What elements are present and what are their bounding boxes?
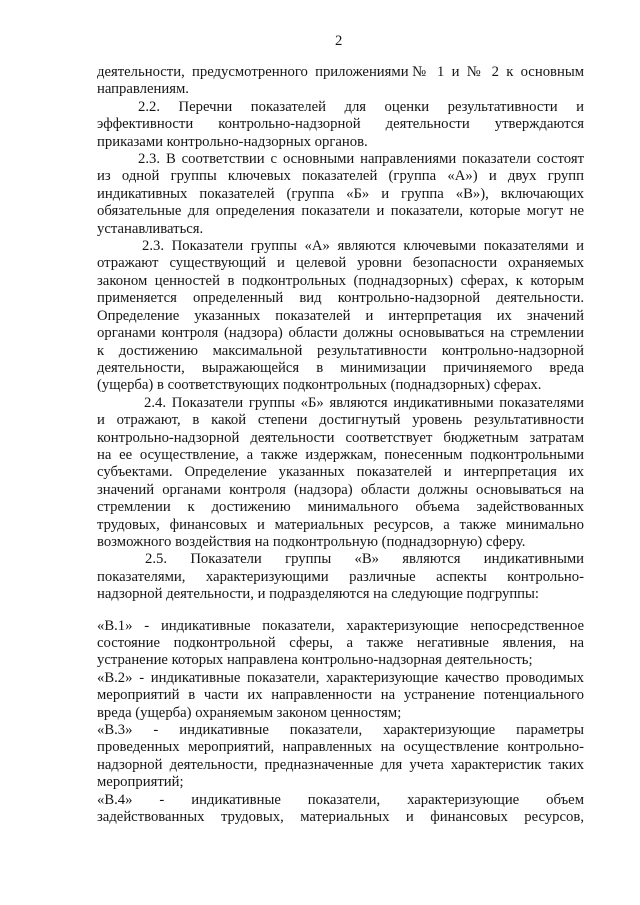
text-line: надзорной деятельности, предназначенные для учета характеристик таких <box>97 756 584 773</box>
subgroup-v4 <box>97 792 584 827</box>
subgroup-v2 <box>97 670 584 722</box>
text-line: эффективности контрольно-надзорной деятельности утверждаются <box>97 116 584 133</box>
text-line: показателями, характеризующими различные аспекты контрольно- <box>97 568 584 585</box>
text-line: на ее осуществление, а также издержкам, понесенным подконтрольными <box>97 446 584 463</box>
body-text <box>97 64 584 826</box>
text-line: мероприятий; <box>97 774 184 791</box>
paragraph-2-5-group-v <box>97 551 584 603</box>
text-line: «В.4» - индикативные показатели, характеризующие объем <box>97 791 584 808</box>
text-line: приказами контрольно-надзорных органов. <box>97 133 368 150</box>
text-line: 2.5. Показатели группы «В» являются индикативными <box>145 551 584 568</box>
text-line: устанавливаться. <box>97 220 204 237</box>
text-line: 2.2. Перечни показателей для оценки результативности и <box>138 98 584 115</box>
text-line: задействованных трудовых, материальных и финансовых ресурсов, <box>97 809 584 826</box>
text-line: индикативных показателей (группа «Б» и группа «В»), включающих <box>97 185 584 202</box>
text-line: 2.3. В соответствии с основными направлениями показатели состоят <box>138 151 584 168</box>
text-line: применяется определенный вид контрольно-надзорной деятельности. <box>97 290 584 307</box>
text-line: контрольно-надзорной деятельности соответствует бюджетным затратам <box>97 429 584 446</box>
text-line: органами контроля (надзора) области должны основываться на стремлении <box>97 325 584 342</box>
text-line: устранение которых направлена контрольно-надзорная деятельность; <box>97 652 533 669</box>
page-number: 2 <box>335 33 343 49</box>
text-line: мероприятий в части их направленности на устранение потенциального <box>97 687 584 704</box>
text-line: возможного воздействия на подконтрольную (поднадзорную) сферу. <box>97 533 526 550</box>
subgroup-v3 <box>97 722 584 792</box>
text-line: вреда (ущерба) охраняемым законом ценностям; <box>97 704 402 721</box>
text-line: субъектами. Определение указанных показателей и интерпретация их <box>97 464 584 481</box>
text-line: проведенных мероприятий, направленных на осуществление контрольно- <box>97 739 584 756</box>
subgroup-v1 <box>97 618 584 670</box>
text-line: Определение указанных показателей и интерпретация их значений <box>97 307 584 324</box>
text-line: надзорной деятельности, и подразделяются на следующие подгруппы: <box>97 586 539 603</box>
paragraph-continuation <box>97 64 584 99</box>
text-line: стремлении к достижению минимального объема задействованных <box>97 499 584 516</box>
text-line: деятельности, выражающейся в минимизации причиняемого вреда <box>97 359 584 376</box>
text-line: к достижению максимальной результативности контрольно-надзорной <box>97 342 584 359</box>
text-line: состояние подконтрольной сферы, а также негативные явления, на <box>97 635 584 651</box>
text-line: обязательные для определения показатели и показатели, которые могут не <box>97 203 584 220</box>
text-line: «В.1» - индикативные показатели, характеризующие непосредственное <box>97 617 584 634</box>
paragraph-2-3-group-a <box>97 238 584 395</box>
text-line: деятельности, предусмотренного приложениями№ 1 и № 2 к основным <box>97 64 584 80</box>
text-line: 2.3. Показатели группы «А» являются ключевыми показателями и <box>142 238 584 255</box>
text-line: 2.4. Показатели группы «Б» являются индикативными показателями <box>144 394 584 411</box>
text-line: (ущерба) в соответствующих подконтрольных (поднадзорных) сферах. <box>97 377 542 394</box>
text-line: «В.2» - индикативные показатели, характеризующие качество проводимых <box>97 669 584 686</box>
paragraph-2-4-group-b <box>97 395 584 552</box>
text-line: отражают существующий и целевой уровни безопасности охраняемых <box>97 255 584 272</box>
text-line: значений органами контроля (надзора) области должны основываться на <box>97 481 584 498</box>
text-line: из одной группы ключевых показателей (группа «А») и двух групп <box>97 168 584 185</box>
text-line: трудовых, финансовых и материальных ресурсов, а также минимально <box>97 516 584 533</box>
paragraph-2-2 <box>97 99 584 151</box>
text-line: направлениям. <box>97 81 189 98</box>
text-line: и отражают, в какой степени достигнутый уровень результативности <box>97 412 584 429</box>
paragraph-2-3-groups <box>97 151 584 238</box>
text-line: «В.3» - индикативные показатели, характеризующие параметры <box>97 722 584 739</box>
text-line: законом ценностей в подконтрольных (поднадзорных) сферах, к которым <box>97 272 584 289</box>
